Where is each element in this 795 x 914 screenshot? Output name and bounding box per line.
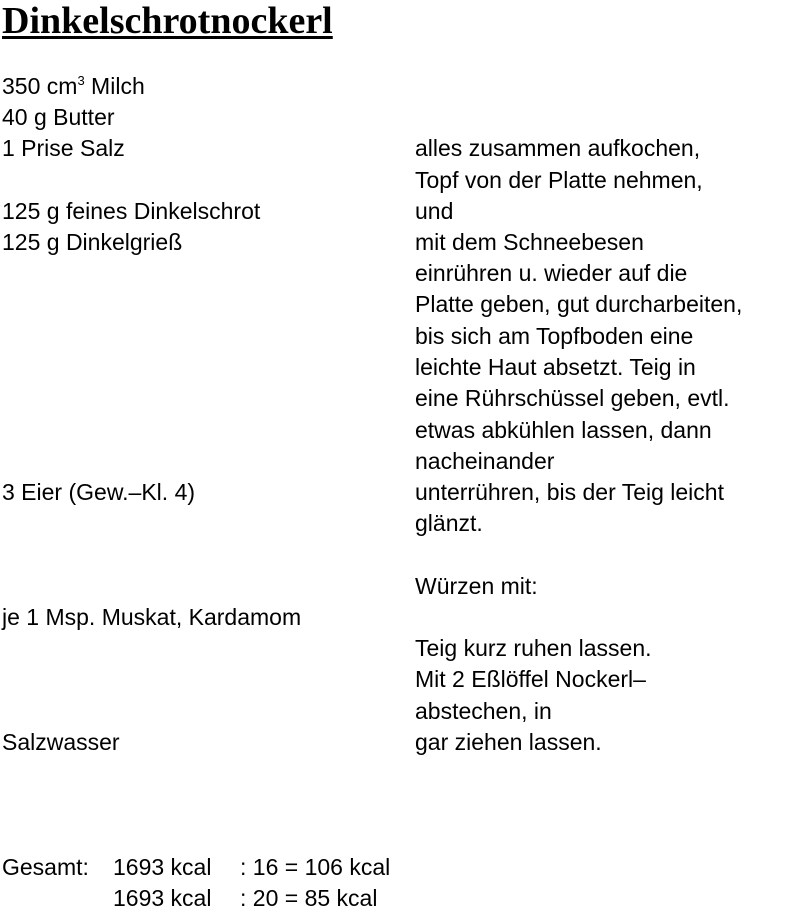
instruction-line: alles zusammen aufkochen, — [415, 135, 701, 161]
ingredient-spices: je 1 Msp. Muskat, Kardamom — [2, 604, 302, 630]
nutrition-calc: : 16 = 106 kcal — [240, 854, 391, 880]
nutrition-label: Gesamt: — [2, 854, 89, 880]
instruction-line: eine Rührschüssel geben, evtl. — [415, 385, 730, 411]
instruction-line: glänzt. — [415, 510, 483, 536]
instruction-line: einrühren u. wieder auf die — [415, 260, 688, 286]
ingredient-dinkelschrot: 125 g feines Dinkelschrot — [2, 198, 261, 224]
ingredient-amount: 350 cm — [2, 73, 78, 99]
instruction-line: mit dem Schneebesen — [415, 229, 644, 255]
instruction-line: Topf von der Platte nehmen, — [415, 167, 703, 193]
instruction-line: Platte geben, gut durcharbeiten, — [415, 291, 743, 317]
ingredient-dinkelgriess: 125 g Dinkelgrieß — [2, 229, 183, 255]
nutrition-calc: : 20 = 85 kcal — [240, 885, 378, 911]
instruction-line: bis sich am Topfboden eine — [415, 323, 694, 349]
instruction-line: Mit 2 Eßlöffel Nockerl– — [415, 666, 646, 692]
instruction-line: Teig kurz ruhen lassen. — [415, 635, 652, 661]
instruction-line: abstechen, in — [415, 698, 552, 724]
instruction-line: Würzen mit: — [415, 573, 538, 599]
ingredient-eggs: 3 Eier (Gew.–Kl. 4) — [2, 479, 196, 505]
instruction-line: unterrühren, bis der Teig leicht — [415, 479, 724, 505]
superscript: 3 — [77, 73, 85, 88]
nutrition-kcal: 1693 kcal — [113, 854, 212, 880]
ingredient-salt: 1 Prise Salz — [2, 135, 125, 161]
instruction-line: gar ziehen lassen. — [415, 729, 602, 755]
ingredient-name: Milch — [84, 73, 145, 99]
instruction-line: und — [415, 198, 454, 224]
instruction-line: nacheinander — [415, 448, 555, 474]
instruction-line: etwas abkühlen lassen, dann — [415, 417, 712, 443]
instruction-line: leichte Haut absetzt. Teig in — [415, 354, 696, 380]
ingredient-milk — [2, 71, 145, 105]
ingredient-salzwasser: Salzwasser — [2, 729, 120, 755]
nutrition-kcal: 1693 kcal — [113, 885, 212, 911]
recipe-title: Dinkelschrotnockerl — [2, 0, 333, 42]
ingredient-butter: 40 g Butter — [2, 104, 115, 130]
